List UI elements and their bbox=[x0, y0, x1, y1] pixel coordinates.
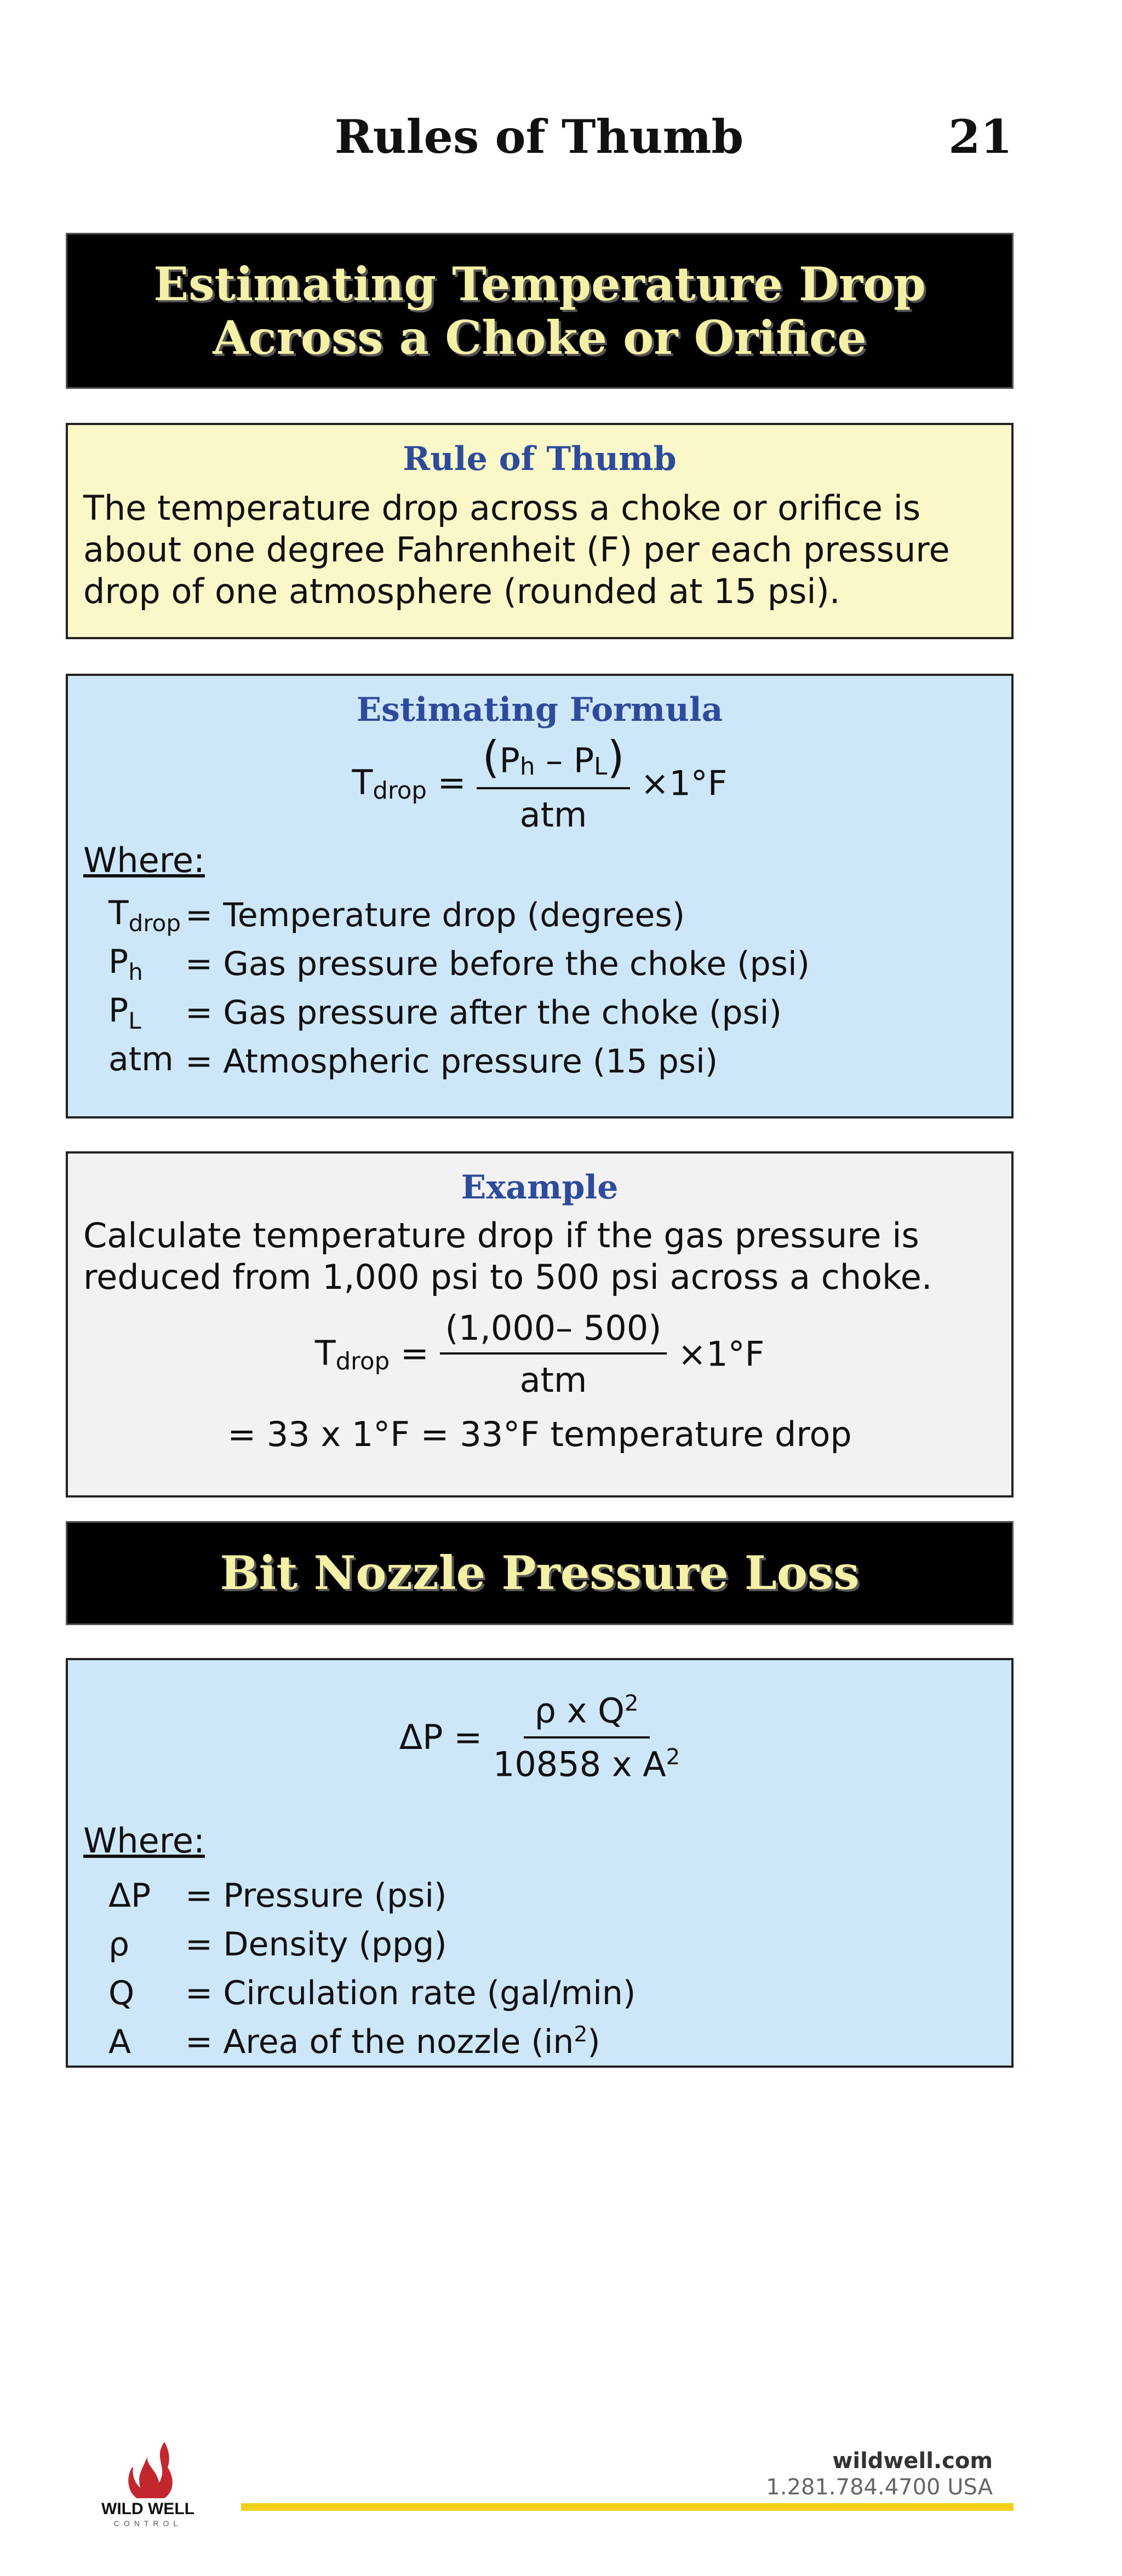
logo-subtext: CONTROL bbox=[113, 2519, 182, 2528]
definition-symbol: Q bbox=[108, 1973, 135, 2012]
bit-nozzle-formula-box bbox=[66, 1658, 1014, 2068]
rule-line-3: drop of one atmosphere (rounded at 15 psi). bbox=[83, 571, 840, 611]
formula-multiplier: ×1°F bbox=[640, 763, 728, 804]
definition-text: = Atmospheric pressure (15 psi) bbox=[185, 1042, 718, 1081]
footer-phone: 1.281.784.4700 USA bbox=[766, 2475, 993, 2500]
bit-formula-fraction bbox=[493, 1690, 680, 1784]
formula-denominator: atm bbox=[519, 795, 587, 835]
banner-line-1: Estimating Temperature Drop bbox=[153, 256, 926, 311]
example-multiplier: ×1°F bbox=[678, 1334, 765, 1374]
rule-of-thumb-box bbox=[66, 423, 1014, 639]
definition-text: = Gas pressure after the choke (psi) bbox=[185, 993, 782, 1032]
rule-heading: Rule of Thumb bbox=[403, 440, 677, 478]
definition-symbol: ρ bbox=[108, 1925, 130, 1964]
page-number: 21 bbox=[948, 110, 1012, 164]
definition-row bbox=[108, 939, 1011, 988]
page-title: Rules of Thumb bbox=[334, 110, 744, 164]
bit-formula-numerator: ρ x $Q^2$ bbox=[524, 1690, 650, 1739]
example-line-2: reduced from 1,000 psi to 500 psi across a choke. bbox=[83, 1257, 932, 1297]
formula-fraction bbox=[477, 732, 629, 835]
page-header bbox=[0, 104, 1122, 170]
where-label: Where: bbox=[83, 840, 205, 880]
definition-text: = Density (ppg) bbox=[185, 1925, 447, 1964]
example-text bbox=[68, 1215, 1011, 1298]
flame-icon bbox=[129, 2443, 171, 2498]
definition-text: = Area of the nozzle $(in^2)$ bbox=[185, 2022, 600, 2061]
definition-row bbox=[108, 1920, 1011, 1969]
wild-well-logo bbox=[82, 2437, 214, 2531]
bit-formula-definitions bbox=[68, 1871, 1011, 2066]
example-box bbox=[66, 1151, 1014, 1498]
formula-definitions bbox=[68, 891, 1011, 1086]
bit-formula-denominator: 10858 x $A^2$ bbox=[493, 1743, 680, 1785]
definition-row bbox=[108, 988, 1011, 1037]
definition-row bbox=[108, 1037, 1011, 1086]
estimating-formula-box bbox=[66, 674, 1014, 1118]
footer-website: wildwell.com bbox=[832, 2448, 993, 2474]
definition-row bbox=[108, 1871, 1011, 1920]
banner-line-2: Across a Choke or Orifice bbox=[213, 310, 867, 365]
definition-row bbox=[108, 891, 1011, 939]
definition-text: = Gas pressure before the choke (psi) bbox=[185, 944, 810, 983]
definition-symbol: $T_{drop}$ bbox=[108, 893, 181, 937]
footer-divider bbox=[241, 2503, 1014, 2511]
example-numerator: (1,000– 500) bbox=[440, 1308, 667, 1355]
example-formula bbox=[68, 1308, 1011, 1407]
definition-text: = Pressure (psi) bbox=[185, 1876, 447, 1915]
definition-symbol: atm bbox=[108, 1040, 174, 1078]
example-result: = 33 x 1°F = 33°F temperature drop bbox=[227, 1414, 852, 1454]
example-line-1: Calculate temperature drop if the gas pressure is bbox=[83, 1215, 919, 1255]
formula-lhs: $T_{drop}$ = bbox=[352, 762, 466, 805]
definition-symbol: $P_L$ bbox=[108, 991, 141, 1034]
banner2-text: Bit Nozzle Pressure Loss bbox=[220, 1546, 860, 1600]
section-banner-temperature-drop bbox=[66, 233, 1014, 389]
bit-nozzle-formula bbox=[68, 1690, 1011, 1800]
temperature-drop-formula bbox=[68, 732, 1011, 836]
rule-text bbox=[68, 487, 1011, 612]
rule-line-2: about one degree Fahrenheit (F) per each pressure bbox=[83, 530, 950, 570]
definition-text: = Temperature drop (degrees) bbox=[185, 896, 685, 934]
bit-formula-lhs: ΔP = bbox=[399, 1717, 483, 1758]
where-label-2: Where: bbox=[83, 1821, 205, 1861]
formula-heading: Estimating Formula bbox=[356, 691, 723, 729]
definition-row bbox=[108, 1969, 1011, 2017]
definition-row bbox=[108, 2017, 1011, 2066]
definition-text: = Circulation rate (gal/min) bbox=[185, 1973, 636, 2012]
definition-symbol: A bbox=[108, 2022, 131, 2061]
rule-line-1: The temperature drop across a choke or orifice is bbox=[83, 488, 921, 528]
definition-symbol: ΔP bbox=[108, 1876, 151, 1915]
definition-symbol: $P_h$ bbox=[108, 942, 143, 985]
section-banner-bit-nozzle bbox=[66, 1521, 1014, 1625]
example-heading: Example bbox=[461, 1168, 619, 1207]
example-fraction bbox=[440, 1308, 667, 1400]
example-lhs: $T_{drop}$ = bbox=[314, 1333, 429, 1375]
example-denominator: atm bbox=[519, 1360, 587, 1400]
formula-numerator: $(P_h - P_L)$ bbox=[477, 732, 629, 789]
logo-text: WILD WELL bbox=[101, 2500, 194, 2518]
